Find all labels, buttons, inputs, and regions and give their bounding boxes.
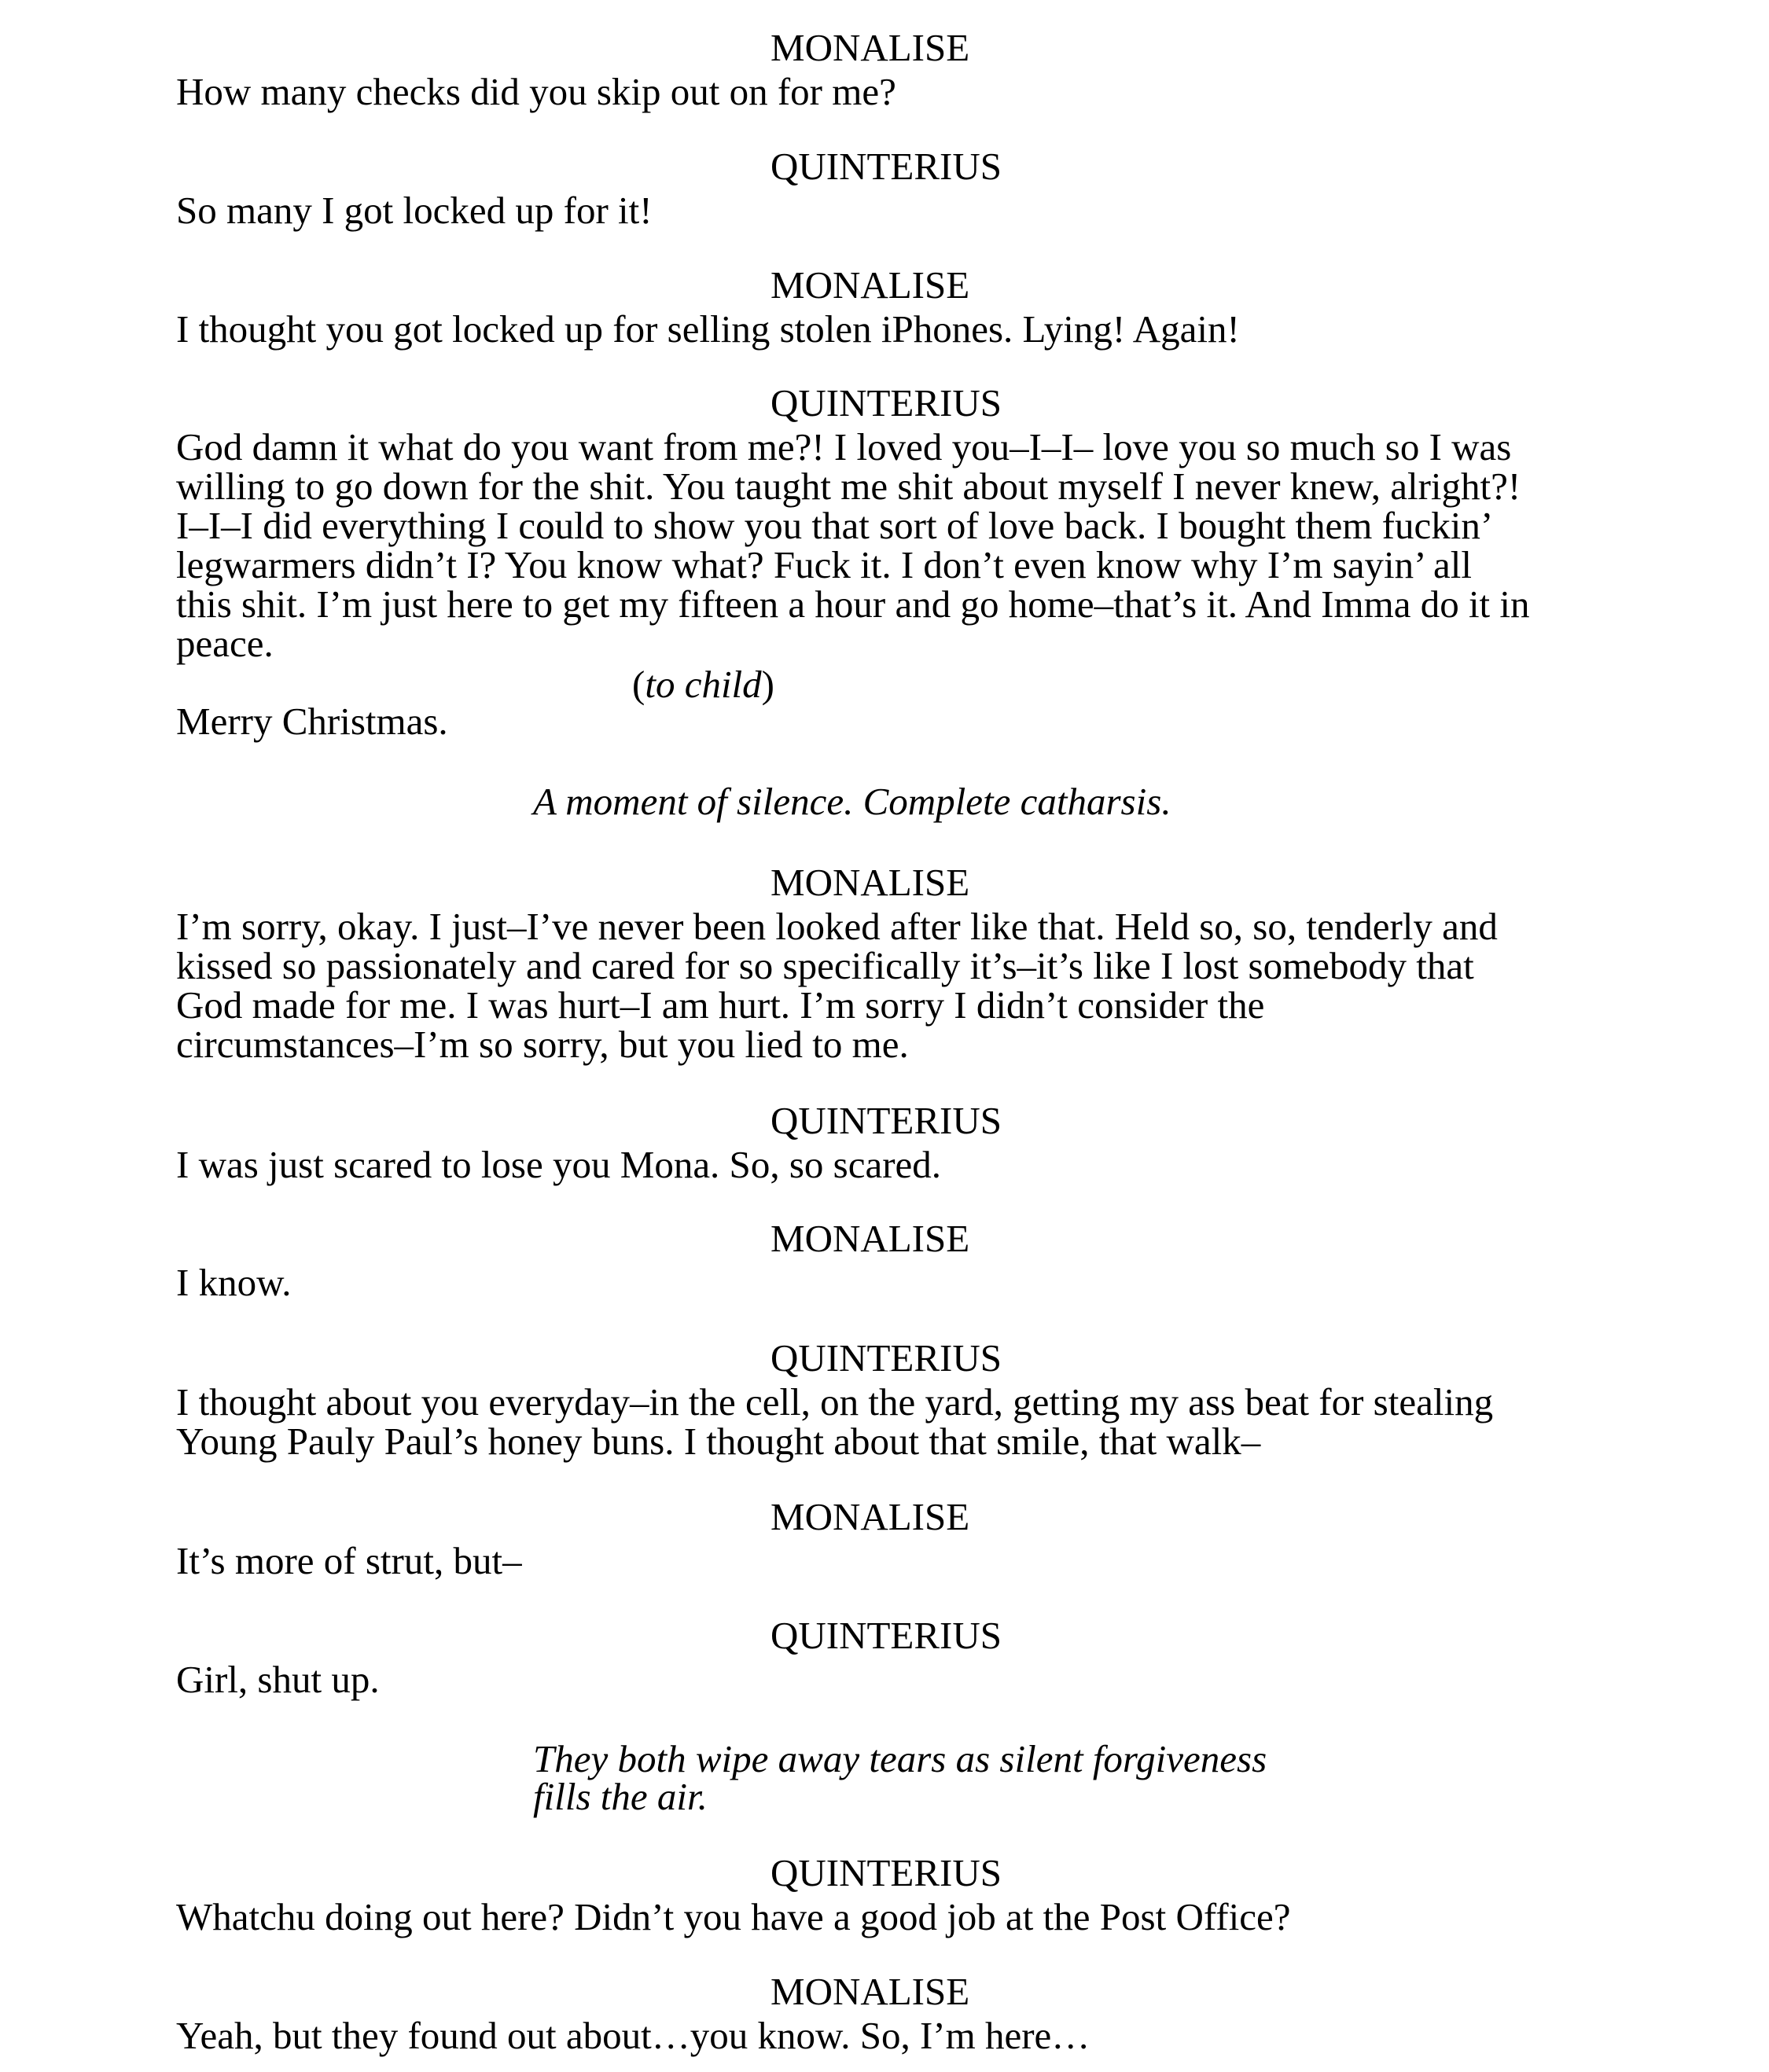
- dialogue: [176, 702, 1638, 741]
- dialogue-line: this shit. I’m just here to get my fifteen a hour and go home–that’s it. And Imma do it in: [176, 582, 1530, 626]
- dialogue-line: I–I–I did everything I could to show you that sort of love back. I bought them fuckin’: [176, 504, 1494, 547]
- character-name: MONALISE: [770, 263, 970, 307]
- character-name: QUINTERIUS: [770, 145, 1002, 188]
- dialogue-line: Yeah, but they found out about…you know. So, I’m here…: [176, 2014, 1090, 2057]
- character-name: MONALISE: [770, 1495, 970, 1538]
- dialogue: [176, 425, 1638, 665]
- character-name: MONALISE: [770, 861, 970, 904]
- dialogue-line: peace.: [176, 622, 274, 665]
- action-text: A moment of silence. Complete catharsis.: [533, 780, 1171, 823]
- parenthetical: [632, 663, 774, 707]
- dialogue-line: legwarmers didn’t I? You know what? Fuck it. I don’t even know why I’m sayin’ all: [176, 543, 1473, 586]
- dialogue-line: willing to go down for the shit. You taught me shit about myself I never knew, alright?!: [176, 465, 1521, 508]
- dialogue-line: It’s more of strut, but–: [176, 1539, 522, 1582]
- dialogue-line: Whatchu doing out here? Didn’t you have a good job at the Post Office?: [176, 1895, 1291, 1938]
- dialogue: [176, 72, 1638, 112]
- action-text: fills the air.: [533, 1775, 708, 1818]
- dialogue: [176, 1380, 1638, 1463]
- dialogue-line: I’m sorry, okay. I just–I’ve never been looked after like that. Held so, so, tenderly and: [176, 905, 1498, 948]
- character-name: MONALISE: [770, 1970, 970, 2013]
- character-name: MONALISE: [770, 1217, 970, 1260]
- dialogue-line: God made for me. I was hurt–I am hurt. I’m sorry I didn’t consider the: [176, 983, 1265, 1027]
- dialogue-line: I thought you got locked up for selling stolen iPhones. Lying! Again!: [176, 307, 1240, 351]
- character-name: QUINTERIUS: [770, 1336, 1002, 1379]
- action-line: [533, 780, 1171, 823]
- paren-open: (: [632, 663, 645, 706]
- dialogue-line: So many I got locked up for it!: [176, 189, 653, 232]
- dialogue-line: Merry Christmas.: [176, 700, 448, 743]
- dialogue: [176, 307, 1638, 351]
- dialogue: [176, 907, 1638, 1064]
- parenthetical-text: to child: [645, 663, 762, 706]
- action-line: [533, 1737, 1267, 1818]
- action-text: They both wipe away tears as silent forgiveness: [533, 1737, 1267, 1780]
- dialogue-line: I was just scared to lose you Mona. So, so scared.: [176, 1143, 942, 1186]
- paren-close: ): [761, 663, 774, 706]
- character-name: QUINTERIUS: [770, 1099, 1002, 1142]
- character-name: QUINTERIUS: [770, 381, 1002, 424]
- dialogue-line: How many checks did you skip out on for me?: [176, 70, 896, 113]
- dialogue: [176, 1541, 1638, 1581]
- dialogue: [176, 1263, 1638, 1302]
- dialogue-line: I thought about you everyday–in the cell, on the yard, getting my ass beat for stealing: [176, 1380, 1494, 1424]
- dialogue-line: Girl, shut up.: [176, 1658, 380, 1701]
- dialogue-line: Young Pauly Paul’s honey buns. I thought about that smile, that walk–: [176, 1420, 1261, 1463]
- dialogue: [176, 1660, 1638, 1699]
- dialogue-line: I know.: [176, 1261, 292, 1304]
- dialogue-line: circumstances–I’m so sorry, but you lied to me.: [176, 1023, 909, 1066]
- dialogue-line: kissed so passionately and cared for so specifically it’s–it’s like I lost somebody that: [176, 944, 1474, 987]
- character-name: QUINTERIUS: [770, 1614, 1002, 1657]
- character-name: MONALISE: [770, 26, 970, 69]
- dialogue-line: God damn it what do you want from me?! I loved you–I–I– love you so much so I was: [176, 425, 1512, 468]
- dialogue: [176, 191, 1638, 230]
- dialogue: [176, 1897, 1638, 1937]
- dialogue: [176, 1145, 1638, 1185]
- dialogue: [176, 2016, 1638, 2055]
- character-name: QUINTERIUS: [770, 1851, 1002, 1894]
